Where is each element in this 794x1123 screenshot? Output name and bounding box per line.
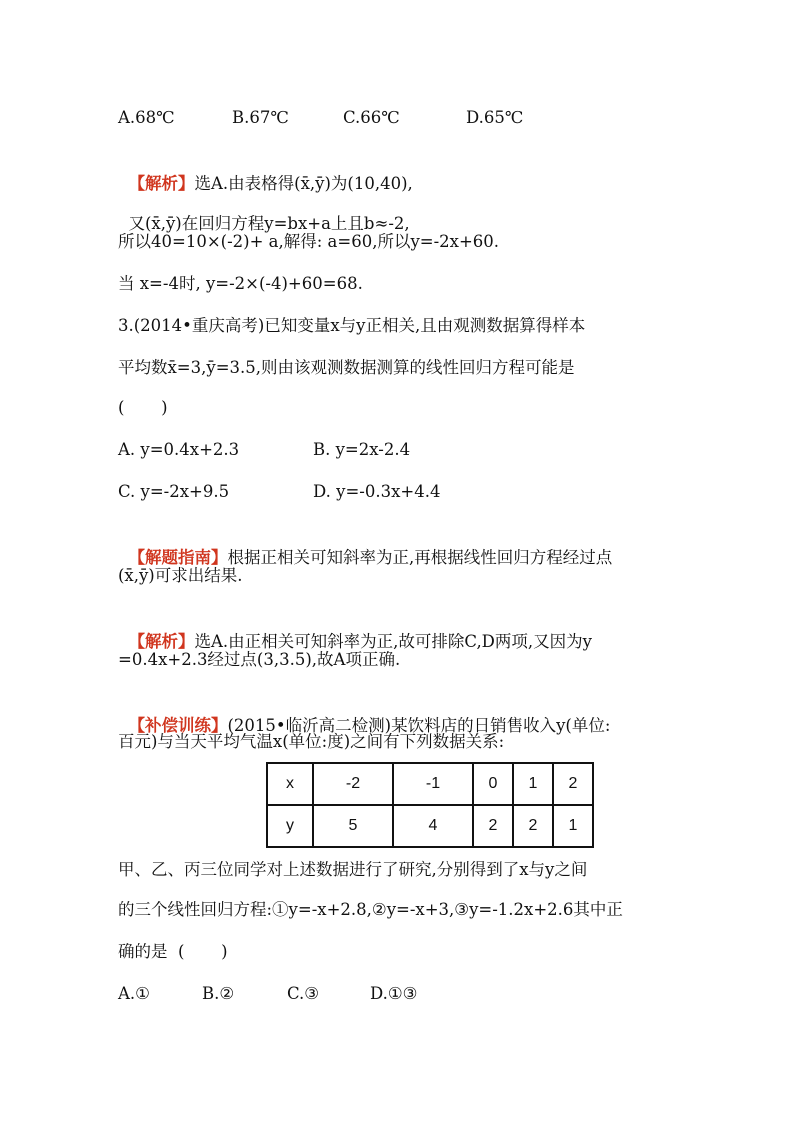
analysis-tag: 【解析】 (128, 174, 195, 193)
q3-analysis-line-1 (118, 606, 592, 654)
data-table (266, 762, 594, 848)
table-cell: 1 (513, 763, 553, 805)
q2-analysis-text-1: 选A.由表格得(x̄,ȳ)为(10,40), (194, 174, 413, 193)
table-cell: 2 (513, 805, 553, 847)
q4-line-3: 确的是 ( ) (118, 942, 228, 961)
q3-guide-line-1 (118, 522, 612, 570)
q3-option-c: C. y=-2x+9.5 (118, 482, 230, 501)
table-cell: 1 (553, 805, 593, 847)
bonus-line-2: 百元)与当天平均气温x(单位:度)之间有下列数据关系: (118, 732, 505, 751)
table-cell: 0 (473, 763, 513, 805)
q4-option-c: C.③ (287, 984, 320, 1003)
q2-analysis-text-2b: y=bx+a上且b≈-2, (264, 214, 410, 233)
q2-option-b: B.67℃ (232, 108, 289, 127)
q4-option-a: A.① (118, 984, 150, 1003)
q4-option-d: D.①③ (370, 984, 418, 1003)
table-row (267, 805, 593, 847)
q2-analysis-text-2a: 又(x̄,ȳ)在回归方程 (128, 214, 265, 233)
q4-line-2: 的三个线性回归方程:①y=-x+2.8,②y=-x+3,③y=-1.2x+2.6其中正 (118, 900, 623, 919)
q3-stem-line-1: 3.(2014•重庆高考)已知变量x与y正相关,且由观测数据算得样本 (118, 316, 586, 335)
q2-analysis-line-3: 所以40=10×(-2)+ a,解得: a=60,所以y=-2x+60. (118, 232, 500, 251)
q2-analysis-line-2 (118, 188, 410, 236)
table-cell: 2 (553, 763, 593, 805)
q3-guide-line-2: (x̄,ȳ)可求出结果. (118, 566, 243, 585)
table-cell: 4 (393, 805, 473, 847)
q2-option-c: C.66℃ (343, 108, 400, 127)
bonus-tag: 【补偿训练】 (128, 716, 228, 735)
q2-analysis-line-4: 当 x=-4时, y=-2×(-4)+60=68. (118, 274, 363, 293)
q2-option-d: D.65℃ (466, 108, 524, 127)
table-cell: y (267, 805, 313, 847)
q3-stem-line-2: 平均数x̄=3,ȳ=3.5,则由该观测数据测算的线性回归方程可能是 (118, 358, 575, 377)
table-row (267, 763, 593, 805)
table-cell: -1 (393, 763, 473, 805)
table-cell: -2 (313, 763, 393, 805)
q3-option-d: D. y=-0.3x+4.4 (313, 482, 441, 501)
q3-answer-blank: ( ) (118, 398, 168, 417)
table-cell: x (267, 763, 313, 805)
q3-guide-text-1: 根据正相关可知斜率为正,再根据线性回归方程经过点 (227, 548, 613, 567)
analysis-tag-2: 【解析】 (128, 632, 195, 651)
q3-analysis-text-1: 选A.由正相关可知斜率为正,故可排除C,D两项,又因为y (194, 632, 592, 651)
q3-analysis-line-2: =0.4x+2.3经过点(3,3.5),故A项正确. (118, 650, 401, 669)
q4-line-1: 甲、乙、丙三位同学对上述数据进行了研究,分别得到了x与y之间 (118, 860, 588, 879)
bonus-text-1: (2015•临沂高二检测)某饮料店的日销售收入y(单位: (227, 716, 611, 735)
guide-tag: 【解题指南】 (128, 548, 228, 567)
q3-option-b: B. y=2x-2.4 (313, 440, 411, 459)
q2-option-a: A.68℃ (118, 108, 175, 127)
table-cell: 2 (473, 805, 513, 847)
q4-option-b: B.② (202, 984, 235, 1003)
table-cell: 5 (313, 805, 393, 847)
q3-option-a: A. y=0.4x+2.3 (118, 440, 240, 459)
